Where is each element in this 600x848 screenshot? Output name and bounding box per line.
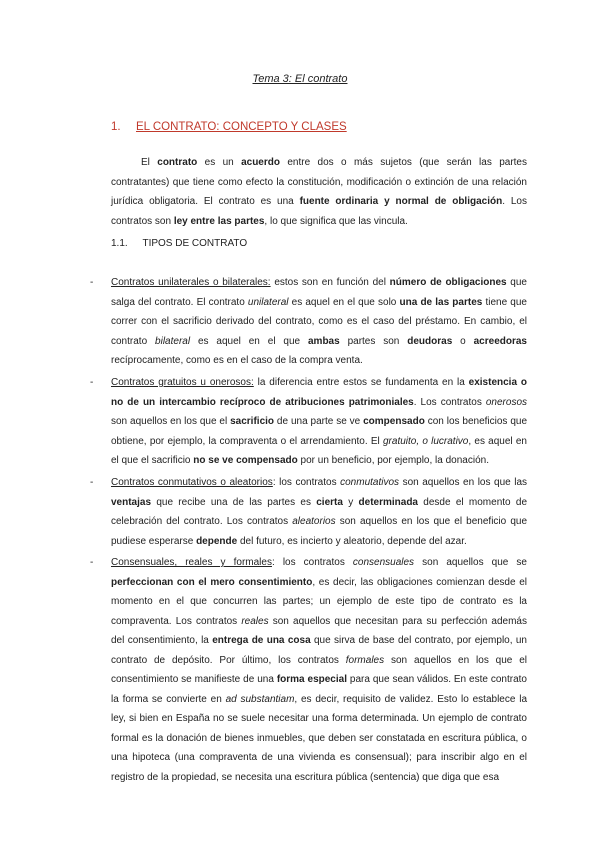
text-run: no se ve compensado [193, 455, 298, 466]
text-run: acreedoras [473, 335, 527, 347]
text-run: Contratos unilaterales o bilaterales: [111, 277, 271, 288]
text-run: ambas [308, 335, 340, 347]
text-run: unilateral [247, 296, 289, 308]
text-run: son aquellos que se [414, 557, 527, 568]
list-item-conmutativos-aleatorios [90, 473, 527, 551]
text-run: que salga del contrato. El contrato [111, 277, 527, 308]
text-run: una de las partes [399, 296, 483, 308]
text-run: tiene que correr con el sacrificio derivado del contrato, como es el caso del préstamo. En cambio, el contrato [111, 296, 527, 347]
section-title: EL CONTRATO: CONCEPTO Y CLASES [136, 121, 347, 133]
text-run: cierta [316, 496, 343, 508]
text-run: consensuales [352, 557, 415, 568]
text-run: acuerdo [241, 157, 280, 168]
subsection-title: TIPOS DE CONTRATO [142, 238, 248, 249]
text-run: son aquellos en los que las [399, 477, 528, 488]
text-run: . Los contratos [413, 396, 486, 408]
text-run: Contratos conmutativos o aleatorios [111, 477, 273, 488]
section-number: 1. [111, 121, 121, 133]
subsection-number: 1.1. [111, 238, 128, 249]
text-run: Consensuales, reales y formales [111, 557, 272, 568]
text-run: forma especial [276, 674, 347, 685]
list-item-gratuitos-onerosos [90, 373, 527, 471]
text-run: o [452, 335, 474, 347]
text-run: existencia o no de un intercambio recíproco de atribuciones patrimoniales [111, 377, 527, 408]
text-run: son aquellos que necesitan para su perfección además del consentimiento, la [111, 615, 527, 646]
list-item-consensuales-reales-formales [90, 553, 527, 787]
text-run: reales [241, 615, 269, 627]
text-run: , es aquel en el que el sacrificio [111, 435, 527, 466]
list-item-text [111, 553, 527, 787]
text-run: es aquel en el que solo [288, 296, 400, 308]
text-run: con los beneficios que obtiene, por ejemplo, la compraventa o el arrendamiento. El [111, 416, 528, 447]
list-bullet: - [90, 557, 94, 568]
text-run: para que sean válidos. En este contrato la forma se convierte en [111, 674, 527, 705]
text-run: y [342, 496, 359, 508]
text-run: entrega de una cosa [212, 635, 311, 646]
text-run: recíprocamente, como es en el caso de la compra venta. [111, 355, 363, 366]
text-run: . Los contratos son [111, 196, 527, 227]
text-run: formales [345, 654, 385, 666]
list-bullet: - [90, 477, 94, 488]
intro-paragraph [111, 153, 527, 231]
list-item-text [111, 373, 527, 471]
text-run: contrato [157, 157, 198, 168]
text-run: onerosos [485, 396, 528, 408]
text-run: Contratos gratuitos u onerosos: [111, 377, 254, 388]
text-run: ley entre las partes [173, 215, 265, 227]
text-run: la diferencia entre estos se fundamenta en la [253, 377, 469, 388]
list-item-text [111, 473, 527, 551]
text-run: desde el momento de celebración del contrato. Los contratos [111, 496, 528, 527]
text-run: que recibe una de las partes es [151, 496, 317, 508]
list-item-text [111, 273, 527, 371]
text-run: sacrificio [230, 416, 275, 427]
text-run: conmutativos [340, 477, 400, 488]
text-run: , es decir, requisito de validez. Esto lo establece la ley, si bien en España no se suele necesitar una forma determinada. Un ejemplo de contrato formal es la donación de bienes inmuebles, que deben ser constatada en escritura pública, o una hipoteca (una compraventa de una vivienda es consensual); para inscribir algo en el registro de la propiedad, se necesita una escritura pública (sentencia) que diga que esa [111, 693, 528, 783]
text-run: son aquellos en los que el beneficio que pudiese esperarse [111, 516, 527, 547]
list-item-unilaterales-bilaterales [90, 273, 527, 371]
text-run: bilateral [155, 335, 191, 347]
text-run: perfeccionan con el mero consentimiento [111, 576, 313, 588]
text-run: depende [196, 535, 238, 547]
text-run: son aquellos en los que el [111, 416, 231, 427]
text-run: estos son en función del [270, 277, 390, 288]
text-run: entre dos o más sujetos (que serán las partes contratantes) que tiene como efecto la constitución, modificación o extinción de una relación jurídica obligatoria. El contrato es una [111, 157, 527, 207]
list-bullet: - [90, 277, 94, 288]
text-run: por un beneficio, por ejemplo, la donación. [297, 455, 489, 466]
text-run: , es decir, las obligaciones comienzan desde el momento en el que concurren las partes; un ejemplo de este tipo de contrato es la compraventa. Los contratos [111, 576, 527, 627]
text-run: del futuro, es incierto y aleatorio, depende del azar. [237, 535, 467, 547]
text-run: ad substantiam [225, 693, 295, 705]
text-run: ventajas [111, 496, 152, 508]
text-run: deudoras [407, 335, 453, 347]
text-run: son aquellos en los que el consentimiento se manifieste de una [111, 654, 527, 685]
text-run: , lo que significa que las vincula. [264, 215, 408, 227]
text-run: partes son [339, 335, 408, 347]
text-run: compensado [363, 416, 425, 427]
list-bullet: - [90, 377, 94, 388]
text-run: determinada [358, 496, 418, 508]
text-run: El [141, 157, 158, 168]
text-run: de una parte se ve [274, 416, 364, 427]
subsection-heading [111, 238, 247, 249]
text-run: gratuito, o lucrativo [382, 435, 469, 447]
text-run: es un [197, 157, 242, 168]
text-run: que sirva de base del contrato, por ejemplo, un contrato de depósito. Por último, los contratos [111, 635, 527, 666]
text-run: fuente ordinaria y normal de obligación [299, 196, 503, 207]
text-run: aleatorios [292, 516, 336, 527]
text-run: : los contratos [271, 557, 353, 568]
text-run: es aquel en el que [190, 335, 308, 347]
document-title: Tema 3: El contrato [252, 73, 348, 85]
text-run: número de obligaciones [389, 277, 507, 288]
text-run: : los contratos [272, 477, 341, 488]
